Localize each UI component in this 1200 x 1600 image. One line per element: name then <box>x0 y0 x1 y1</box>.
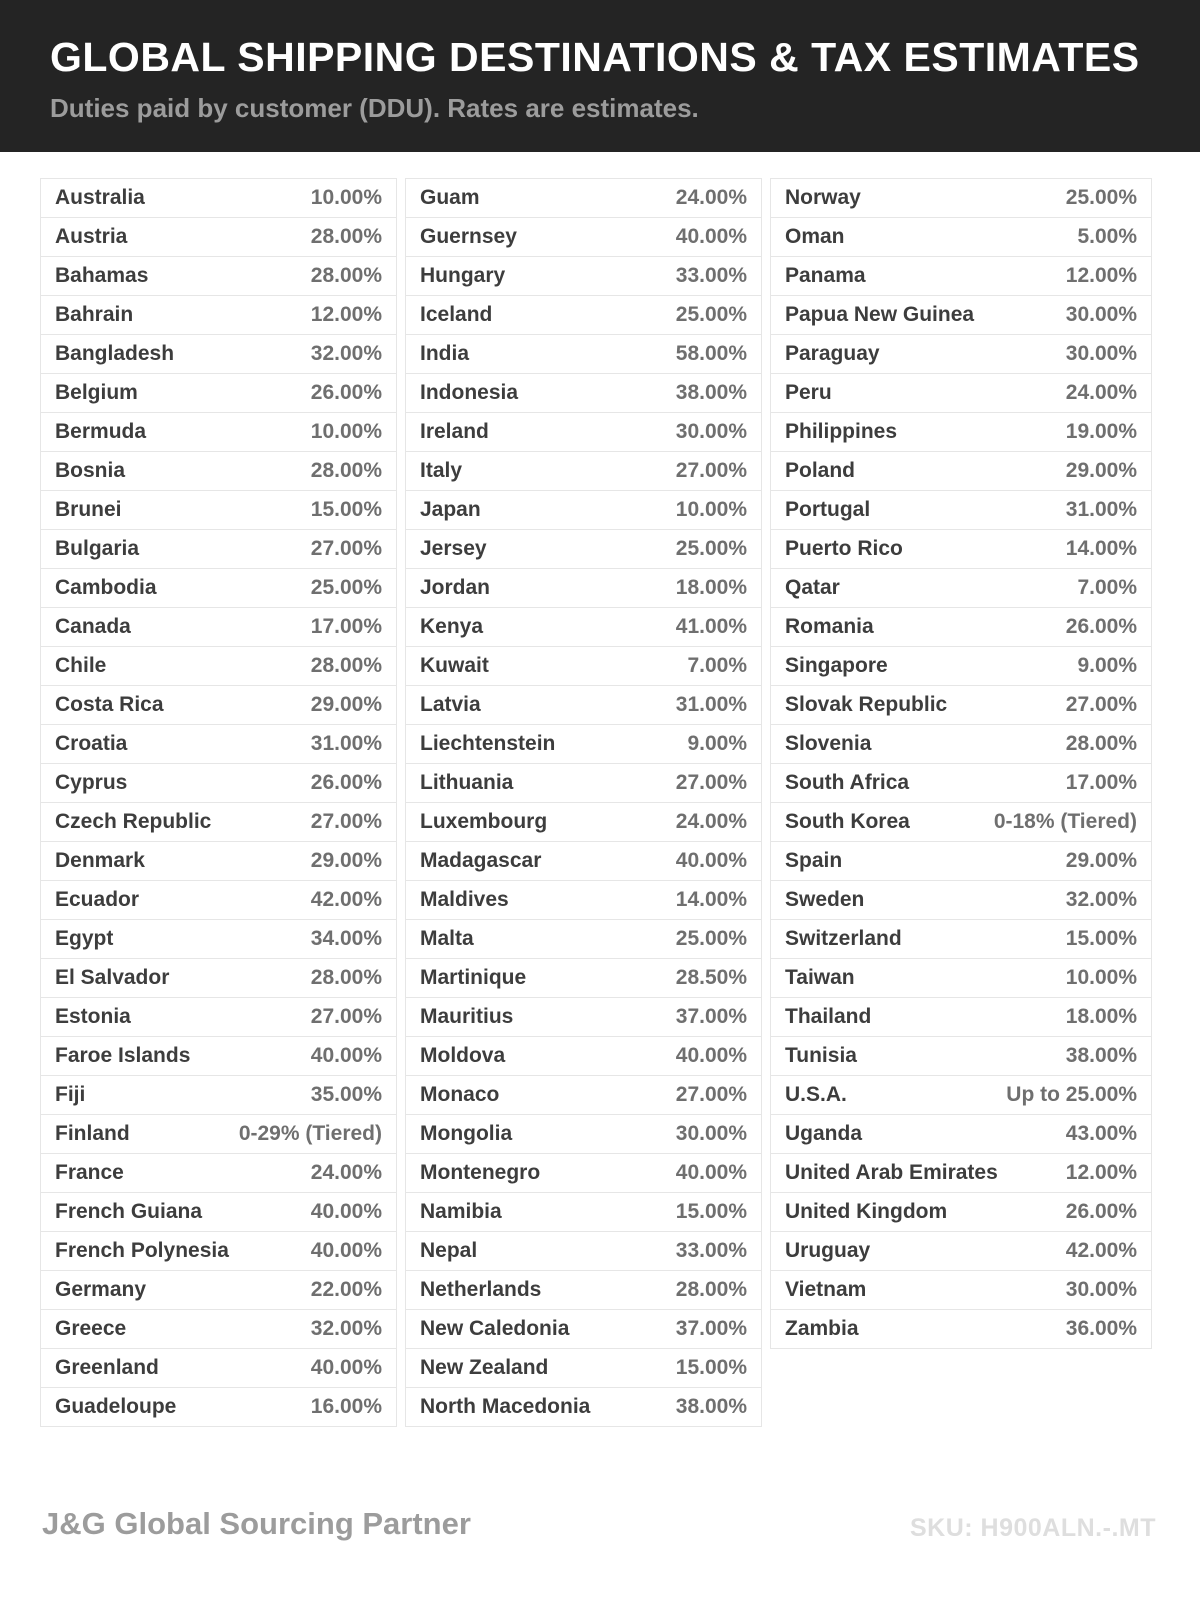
country-name: French Polynesia <box>55 1239 229 1262</box>
tax-rate: 9.00% <box>687 732 747 755</box>
country-name: Greece <box>55 1317 127 1340</box>
table-row <box>40 1192 397 1232</box>
tax-rate: 30.00% <box>675 420 747 443</box>
country-name: Jordan <box>420 576 491 599</box>
country-name: Maldives <box>420 888 509 911</box>
tax-rate: 37.00% <box>675 1005 747 1028</box>
table-row <box>40 958 397 998</box>
tax-rate: 15.00% <box>675 1356 747 1379</box>
country-name: Switzerland <box>785 927 902 950</box>
tax-rate: 40.00% <box>310 1200 382 1223</box>
tax-rate: 32.00% <box>1065 888 1137 911</box>
table-row <box>770 1270 1152 1310</box>
country-name: Belgium <box>55 381 138 404</box>
table-row <box>405 373 762 413</box>
country-name: Thailand <box>785 1005 872 1028</box>
table-row <box>40 919 397 959</box>
country-name: Netherlands <box>420 1278 542 1301</box>
table-row <box>405 451 762 491</box>
table-row <box>770 529 1152 569</box>
country-name: Luxembourg <box>420 810 548 833</box>
tax-rate: 30.00% <box>675 1122 747 1145</box>
page-header <box>0 0 1200 152</box>
tax-rate: 28.00% <box>310 966 382 989</box>
tax-rate: 27.00% <box>675 459 747 482</box>
table-row <box>770 1036 1152 1076</box>
country-name: French Guiana <box>55 1200 203 1223</box>
country-name: Papua New Guinea <box>785 303 975 326</box>
table-row <box>405 256 762 296</box>
country-name: Slovenia <box>785 732 872 755</box>
tax-rate: 43.00% <box>1065 1122 1137 1145</box>
country-name: India <box>420 342 470 365</box>
tax-rate: 29.00% <box>310 849 382 872</box>
rates-column-1 <box>40 178 397 1427</box>
table-row <box>405 685 762 725</box>
rates-table <box>0 178 1200 1427</box>
country-name: Slovak Republic <box>785 693 948 716</box>
table-row <box>40 295 397 335</box>
country-name: Uganda <box>785 1122 863 1145</box>
table-row <box>40 568 397 608</box>
table-row <box>770 646 1152 686</box>
tax-rate: 14.00% <box>675 888 747 911</box>
tax-rate: 10.00% <box>310 420 382 443</box>
tax-rate: 26.00% <box>310 771 382 794</box>
tax-rate: 24.00% <box>310 1161 382 1184</box>
table-row <box>405 1192 762 1232</box>
table-row <box>770 568 1152 608</box>
table-row <box>405 1114 762 1154</box>
table-row <box>40 1309 397 1349</box>
country-name: Romania <box>785 615 874 638</box>
table-row <box>405 1348 762 1388</box>
country-name: Qatar <box>785 576 840 599</box>
brand-name: J&G Global Sourcing Partner <box>42 1506 471 1541</box>
tax-rate: 28.00% <box>310 654 382 677</box>
tax-rate: 29.00% <box>310 693 382 716</box>
table-row <box>770 451 1152 491</box>
table-row <box>405 763 762 803</box>
country-name: El Salvador <box>55 966 170 989</box>
tax-rate: 28.00% <box>310 459 382 482</box>
page-title: GLOBAL SHIPPING DESTINATIONS & TAX ESTIMATES <box>50 34 1140 80</box>
table-row <box>770 1231 1152 1271</box>
table-row <box>40 841 397 881</box>
country-name: Ecuador <box>55 888 140 911</box>
sku-label: SKU: H900ALN.-.MT <box>909 1514 1156 1542</box>
tax-rate: 41.00% <box>675 615 747 638</box>
table-row <box>40 1036 397 1076</box>
tax-rate: 24.00% <box>1065 381 1137 404</box>
tax-rate: 26.00% <box>1065 1200 1137 1223</box>
tax-rate: 29.00% <box>1065 849 1137 872</box>
table-row <box>40 763 397 803</box>
table-row <box>405 1075 762 1115</box>
tax-rate: 0-18% (Tiered) <box>993 810 1137 833</box>
country-name: France <box>55 1161 124 1184</box>
tax-rate: 17.00% <box>310 615 382 638</box>
table-row <box>405 412 762 452</box>
country-name: Montenegro <box>420 1161 541 1184</box>
tax-rate: 18.00% <box>675 576 747 599</box>
country-name: Paraguay <box>785 342 880 365</box>
country-name: Peru <box>785 381 832 404</box>
country-name: Liechtenstein <box>420 732 556 755</box>
tax-rate: 27.00% <box>675 1083 747 1106</box>
table-row <box>405 334 762 374</box>
country-name: Spain <box>785 849 843 872</box>
table-row <box>40 1387 397 1427</box>
country-name: Bulgaria <box>55 537 140 560</box>
country-name: Moldova <box>420 1044 506 1067</box>
tax-rate: 27.00% <box>310 810 382 833</box>
table-row <box>40 178 397 218</box>
country-name: Bangladesh <box>55 342 175 365</box>
tax-rate: 34.00% <box>310 927 382 950</box>
country-name: Mauritius <box>420 1005 514 1028</box>
country-name: South Africa <box>785 771 910 794</box>
tax-rate: 35.00% <box>310 1083 382 1106</box>
tax-rate: 0-29% (Tiered) <box>238 1122 382 1145</box>
table-row <box>40 1270 397 1310</box>
country-name: Denmark <box>55 849 145 872</box>
tax-rate: Up to 25.00% <box>1006 1083 1137 1106</box>
tax-rate: 30.00% <box>1065 303 1137 326</box>
table-row <box>405 724 762 764</box>
table-row <box>40 1153 397 1193</box>
tax-rate: 25.00% <box>675 927 747 950</box>
tax-rate: 37.00% <box>675 1317 747 1340</box>
tax-rate: 10.00% <box>310 186 382 209</box>
tax-rate: 38.00% <box>675 381 747 404</box>
rates-column-2 <box>405 178 762 1427</box>
tax-rate: 24.00% <box>675 186 747 209</box>
tax-rate: 16.00% <box>310 1395 382 1418</box>
tax-rate: 25.00% <box>675 303 747 326</box>
tax-rate: 10.00% <box>1065 966 1137 989</box>
table-row <box>770 958 1152 998</box>
country-name: Singapore <box>785 654 888 677</box>
table-row <box>405 997 762 1037</box>
tax-rate: 40.00% <box>675 1161 747 1184</box>
country-name: Lithuania <box>420 771 514 794</box>
table-row <box>770 1309 1152 1349</box>
rates-column-3 <box>770 178 1152 1349</box>
table-row <box>405 1387 762 1427</box>
country-name: Bahrain <box>55 303 134 326</box>
country-name: Puerto Rico <box>785 537 903 560</box>
tax-rate: 12.00% <box>310 303 382 326</box>
country-name: Hungary <box>420 264 506 287</box>
country-name: Guernsey <box>420 225 517 248</box>
tax-rate: 15.00% <box>1065 927 1137 950</box>
table-row <box>405 841 762 881</box>
country-name: Austria <box>55 225 128 248</box>
tax-rate: 31.00% <box>675 693 747 716</box>
country-name: Latvia <box>420 693 481 716</box>
country-name: Canada <box>55 615 131 638</box>
country-name: Norway <box>785 186 861 209</box>
tax-rate: 12.00% <box>1065 1161 1137 1184</box>
tax-rate: 31.00% <box>310 732 382 755</box>
country-name: Madagascar <box>420 849 542 872</box>
country-name: Martinique <box>420 966 527 989</box>
country-name: United Arab Emirates <box>785 1161 998 1184</box>
table-row <box>40 802 397 842</box>
table-row <box>405 880 762 920</box>
tax-rate: 38.00% <box>1065 1044 1137 1067</box>
table-row <box>770 334 1152 374</box>
table-row <box>40 412 397 452</box>
table-row <box>405 217 762 257</box>
table-row <box>405 1231 762 1271</box>
table-row <box>770 802 1152 842</box>
table-row <box>770 412 1152 452</box>
table-row <box>40 880 397 920</box>
table-row <box>770 373 1152 413</box>
tax-rate: 33.00% <box>675 264 747 287</box>
tax-rate: 40.00% <box>675 849 747 872</box>
tax-rate: 12.00% <box>1065 264 1137 287</box>
country-name: Greenland <box>55 1356 159 1379</box>
country-name: Iceland <box>420 303 493 326</box>
table-row <box>770 685 1152 725</box>
country-name: Vietnam <box>785 1278 867 1301</box>
tax-rate: 7.00% <box>687 654 747 677</box>
table-row <box>405 1309 762 1349</box>
tax-rate: 26.00% <box>310 381 382 404</box>
country-name: Costa Rica <box>55 693 164 716</box>
tax-rate: 27.00% <box>1065 693 1137 716</box>
country-name: Tunisia <box>785 1044 857 1067</box>
tax-rate: 31.00% <box>1065 498 1137 521</box>
table-row <box>40 334 397 374</box>
tax-rate: 36.00% <box>1065 1317 1137 1340</box>
table-row <box>40 1114 397 1154</box>
tax-rate: 25.00% <box>310 576 382 599</box>
tax-rate: 42.00% <box>310 888 382 911</box>
table-row <box>770 919 1152 959</box>
page-subtitle: Duties paid by customer (DDU). Rates are estimates. <box>50 93 699 123</box>
table-row <box>405 1036 762 1076</box>
tax-rate: 32.00% <box>310 1317 382 1340</box>
tax-rate: 15.00% <box>310 498 382 521</box>
table-row <box>405 295 762 335</box>
table-row <box>770 763 1152 803</box>
tax-rate: 38.00% <box>675 1395 747 1418</box>
tax-rate: 25.00% <box>675 537 747 560</box>
table-row <box>405 1270 762 1310</box>
tax-rate: 17.00% <box>1065 771 1137 794</box>
table-row <box>40 217 397 257</box>
table-row <box>405 958 762 998</box>
table-row <box>770 1114 1152 1154</box>
country-name: Cyprus <box>55 771 128 794</box>
tax-rate: 26.00% <box>1065 615 1137 638</box>
country-name: Italy <box>420 459 463 482</box>
tax-rate: 15.00% <box>675 1200 747 1223</box>
table-row <box>40 451 397 491</box>
table-row <box>405 646 762 686</box>
tax-rate: 40.00% <box>310 1239 382 1262</box>
country-name: Bermuda <box>55 420 147 443</box>
tax-rate: 28.00% <box>1065 732 1137 755</box>
country-name: Portugal <box>785 498 871 521</box>
country-name: Malta <box>420 927 474 950</box>
tax-rate: 24.00% <box>675 810 747 833</box>
tax-rate: 28.00% <box>310 225 382 248</box>
table-row <box>40 646 397 686</box>
table-row <box>405 919 762 959</box>
tax-rate: 40.00% <box>310 1044 382 1067</box>
table-row <box>40 529 397 569</box>
country-name: U.S.A. <box>785 1083 847 1106</box>
tax-rate: 40.00% <box>675 225 747 248</box>
tax-rate: 27.00% <box>310 1005 382 1028</box>
country-name: Panama <box>785 264 866 287</box>
tax-rate: 5.00% <box>1077 225 1137 248</box>
tax-rate: 40.00% <box>675 1044 747 1067</box>
tax-rate: 14.00% <box>1065 537 1137 560</box>
country-name: Poland <box>785 459 856 482</box>
table-row <box>405 607 762 647</box>
country-name: New Caledonia <box>420 1317 570 1340</box>
country-name: Uruguay <box>785 1239 871 1262</box>
country-name: Mongolia <box>420 1122 513 1145</box>
country-name: Croatia <box>55 732 128 755</box>
table-row <box>40 997 397 1037</box>
country-name: Philippines <box>785 420 898 443</box>
country-name: South Korea <box>785 810 910 833</box>
country-name: Nepal <box>420 1239 478 1262</box>
country-name: Bosnia <box>55 459 126 482</box>
tax-rate: 25.00% <box>1065 186 1137 209</box>
country-name: Brunei <box>55 498 122 521</box>
table-row <box>770 1075 1152 1115</box>
table-row <box>770 256 1152 296</box>
tax-rate: 28.00% <box>675 1278 747 1301</box>
country-name: Guam <box>420 186 480 209</box>
table-row <box>40 724 397 764</box>
country-name: Kuwait <box>420 654 489 677</box>
table-row <box>40 1231 397 1271</box>
tax-rate: 10.00% <box>675 498 747 521</box>
tax-rate: 28.50% <box>675 966 747 989</box>
table-row <box>770 295 1152 335</box>
country-name: Fiji <box>55 1083 86 1106</box>
tax-rate: 40.00% <box>310 1356 382 1379</box>
country-name: Germany <box>55 1278 147 1301</box>
tax-rate: 19.00% <box>1065 420 1137 443</box>
table-row <box>40 1075 397 1115</box>
table-row <box>770 217 1152 257</box>
table-row <box>405 1153 762 1193</box>
tax-rate: 29.00% <box>1065 459 1137 482</box>
tax-rate: 27.00% <box>675 771 747 794</box>
table-row <box>770 1153 1152 1193</box>
table-row <box>770 724 1152 764</box>
country-name: Guadeloupe <box>55 1395 177 1418</box>
country-name: Jersey <box>420 537 487 560</box>
tax-rate: 9.00% <box>1077 654 1137 677</box>
country-name: Sweden <box>785 888 865 911</box>
table-row <box>40 685 397 725</box>
tax-rate: 33.00% <box>675 1239 747 1262</box>
tax-rate: 27.00% <box>310 537 382 560</box>
country-name: Finland <box>55 1122 130 1145</box>
tax-rate: 32.00% <box>310 342 382 365</box>
country-name: Monaco <box>420 1083 500 1106</box>
country-name: Czech Republic <box>55 810 212 833</box>
tax-rate: 30.00% <box>1065 1278 1137 1301</box>
country-name: Chile <box>55 654 107 677</box>
country-name: Cambodia <box>55 576 157 599</box>
country-name: Oman <box>785 225 845 248</box>
country-name: Estonia <box>55 1005 131 1028</box>
table-row <box>405 802 762 842</box>
table-row <box>40 490 397 530</box>
country-name: Bahamas <box>55 264 149 287</box>
table-row <box>405 529 762 569</box>
tax-rate: 42.00% <box>1065 1239 1137 1262</box>
country-name: Zambia <box>785 1317 859 1340</box>
table-row <box>40 1348 397 1388</box>
table-row <box>40 256 397 296</box>
table-row <box>405 568 762 608</box>
country-name: Japan <box>420 498 481 521</box>
tax-rate: 28.00% <box>310 264 382 287</box>
country-name: Kenya <box>420 615 484 638</box>
country-name: New Zealand <box>420 1356 549 1379</box>
country-name: Ireland <box>420 420 489 443</box>
table-row <box>40 607 397 647</box>
table-row <box>770 607 1152 647</box>
table-row <box>770 178 1152 218</box>
country-name: Taiwan <box>785 966 855 989</box>
country-name: Namibia <box>420 1200 502 1223</box>
table-row <box>770 841 1152 881</box>
tax-rate: 22.00% <box>310 1278 382 1301</box>
country-name: North Macedonia <box>420 1395 591 1418</box>
table-row <box>405 178 762 218</box>
table-row <box>770 490 1152 530</box>
table-row <box>770 880 1152 920</box>
country-name: Faroe Islands <box>55 1044 191 1067</box>
tax-rate: 7.00% <box>1077 576 1137 599</box>
country-name: Egypt <box>55 927 114 950</box>
table-row <box>770 997 1152 1037</box>
country-name: United Kingdom <box>785 1200 948 1223</box>
country-name: Australia <box>55 186 145 209</box>
tax-rate: 30.00% <box>1065 342 1137 365</box>
table-row <box>405 490 762 530</box>
table-row <box>40 373 397 413</box>
table-row <box>770 1192 1152 1232</box>
tax-rate: 18.00% <box>1065 1005 1137 1028</box>
country-name: Indonesia <box>420 381 519 404</box>
tax-rate: 58.00% <box>675 342 747 365</box>
